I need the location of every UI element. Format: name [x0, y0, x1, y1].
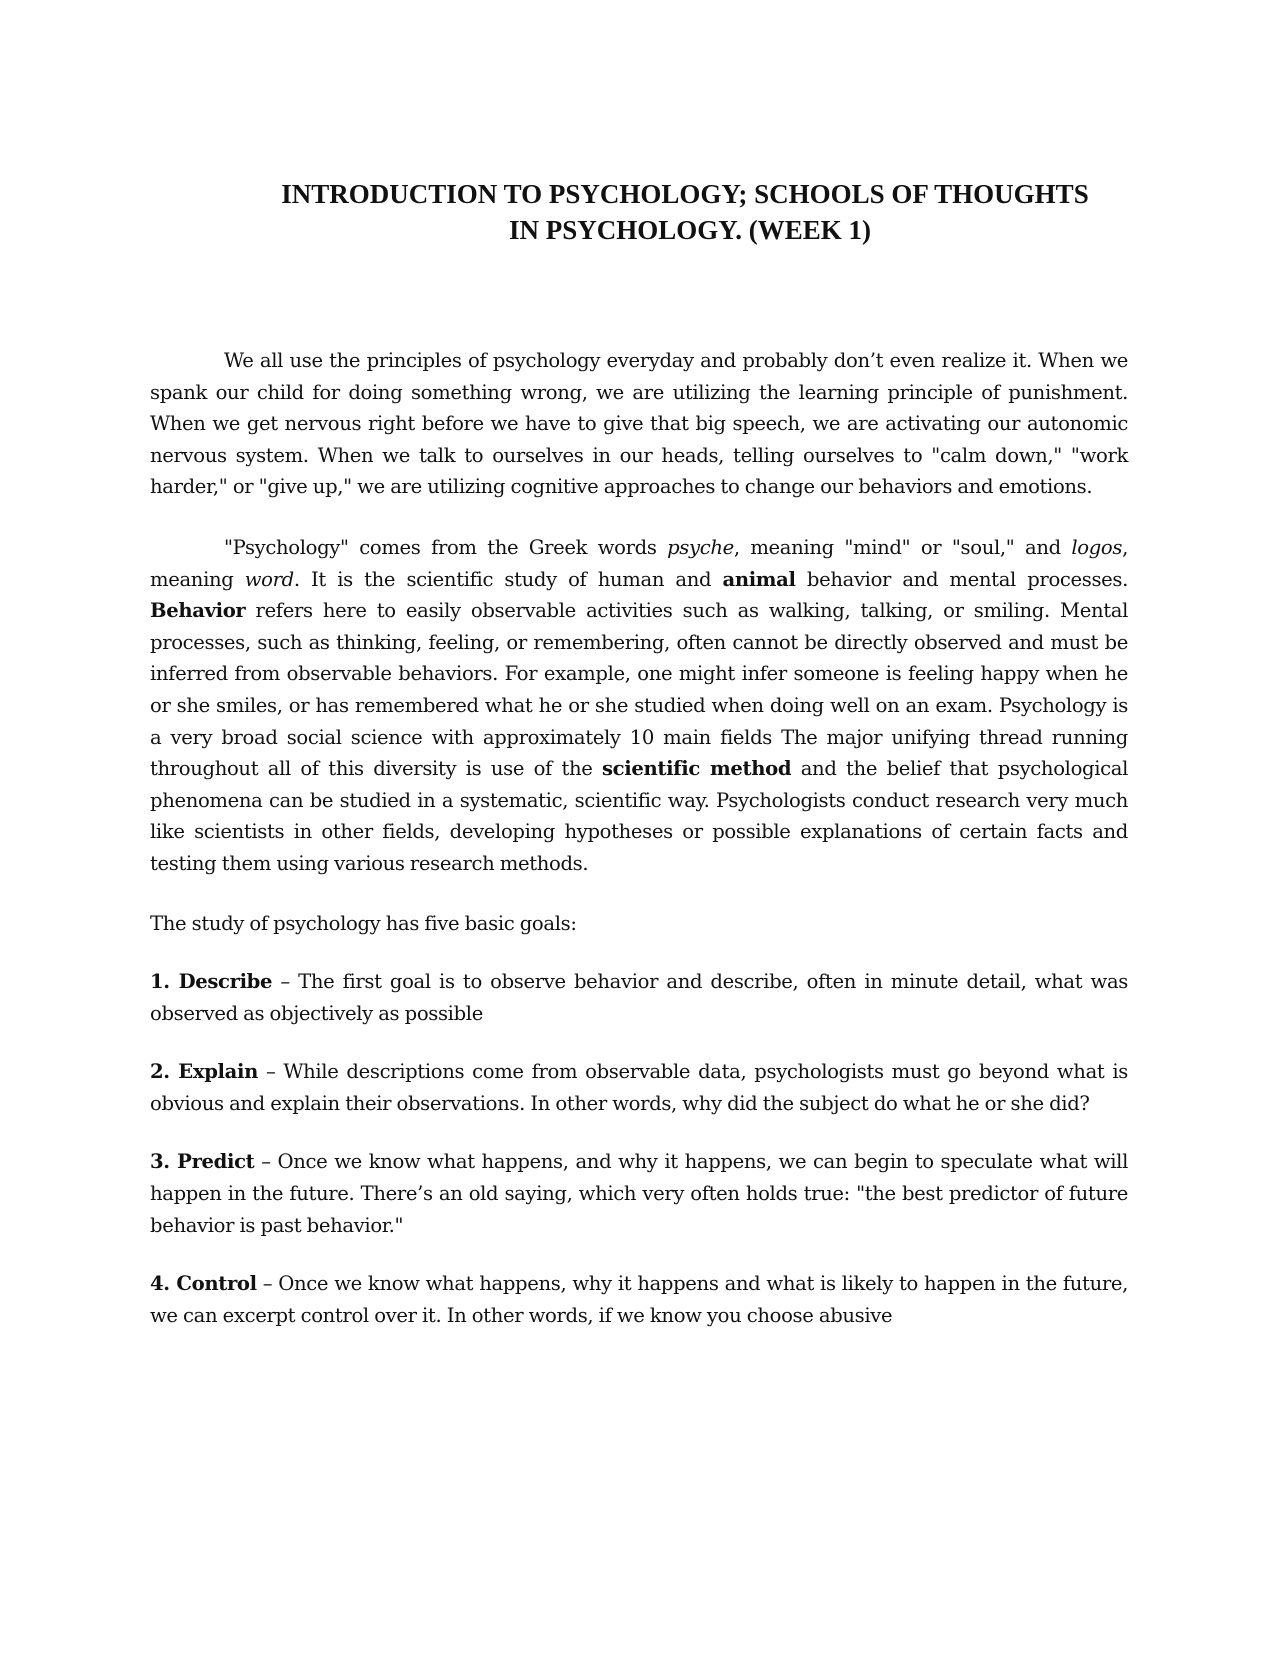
- title-line-1: INTRODUCTION TO PSYCHOLOGY; SCHOOLS OF THOUGHTS: [281, 179, 1089, 209]
- goal-control: [150, 1268, 1128, 1331]
- goal-term: 4. Control: [150, 1272, 257, 1296]
- goal-explain: [150, 1056, 1128, 1119]
- document-body: [150, 345, 1128, 1331]
- text-run: , meaning "mind" or "soul," and: [733, 535, 1072, 559]
- goal-text: – Once we know what happens, why it happens and what is likely to happen in the future, we can excerpt control over it. In other words, if we know you choose abusive: [150, 1272, 1128, 1327]
- text-run: behavior and mental processes.: [795, 567, 1128, 591]
- goal-term: 2. Explain: [150, 1060, 258, 1084]
- text-run: "Psychology" comes from the Greek words: [224, 535, 668, 559]
- paragraph-intro: We all use the principles of psychology everyday and probably don’t even realize it. When we spank our child for doing something wrong, we are utilizing the learning principle of punishment. When we get nervous right before we have to give that big speech, we are activating our autonomic nervous system. When we talk to ourselves in our heads, telling ourselves to "calm down," "work harder," or "give up," we are utilizing cognitive approaches to change our behaviors and emotions.: [150, 349, 1128, 499]
- goals-intro: The study of psychology has five basic goals:: [150, 911, 577, 935]
- term-psyche: psyche: [667, 535, 734, 559]
- text-run: refers here to easily observable activities such as walking, talking, or smiling. Mental processes, such as thinking, feeling, or remembering, often cannot be directly observed and must be inferred from observable behaviors. For example, one might infer someone is feeling happy when he or she smiles, or has remembered what he or she studied when doing well on an exam. Psychology is a very broad social science with approximately 10 main fields The major unifying thread running throughout all of this diversity is use of the: [150, 599, 1128, 781]
- paragraph-definition: [150, 532, 1128, 880]
- goal-text: – Once we know what happens, and why it happens, we can begin to speculate what will happen in the future. There’s an old saying, which very often holds true: "the best predictor of future behavior is past behavior.": [150, 1150, 1128, 1237]
- term-word: word: [244, 567, 294, 591]
- goal-describe: [150, 966, 1128, 1029]
- title-line-2: IN PSYCHOLOGY. (WEEK 1): [508, 215, 872, 245]
- goal-term: 1. Describe: [150, 970, 273, 994]
- term-scientific-method: scientific method: [602, 757, 792, 781]
- term-animal: animal: [722, 567, 796, 591]
- document-title: [150, 176, 1190, 248]
- term-logos: logos: [1071, 535, 1123, 559]
- term-behavior: Behavior: [150, 599, 246, 623]
- goal-predict: [150, 1146, 1128, 1241]
- text-run: , meaning: [150, 535, 1128, 591]
- text-run: and the belief that psychological phenomena can be studied in a systematic, scientific way. Psychologists conduct research very much like scientists in other fields, developing hypotheses or possible explanations of certain facts and testing them using various research methods.: [150, 757, 1128, 875]
- text-run: . It is the scientific study of human and: [293, 567, 723, 591]
- goal-text: – While descriptions come from observable data, psychologists must go beyond what is obvious and explain their observations. In other words, why did the subject do what he or she did?: [150, 1060, 1128, 1115]
- goal-text: – The first goal is to observe behavior and describe, often in minute detail, what was observed as objectively as possible: [150, 970, 1128, 1025]
- goal-term: 3. Predict: [150, 1150, 255, 1174]
